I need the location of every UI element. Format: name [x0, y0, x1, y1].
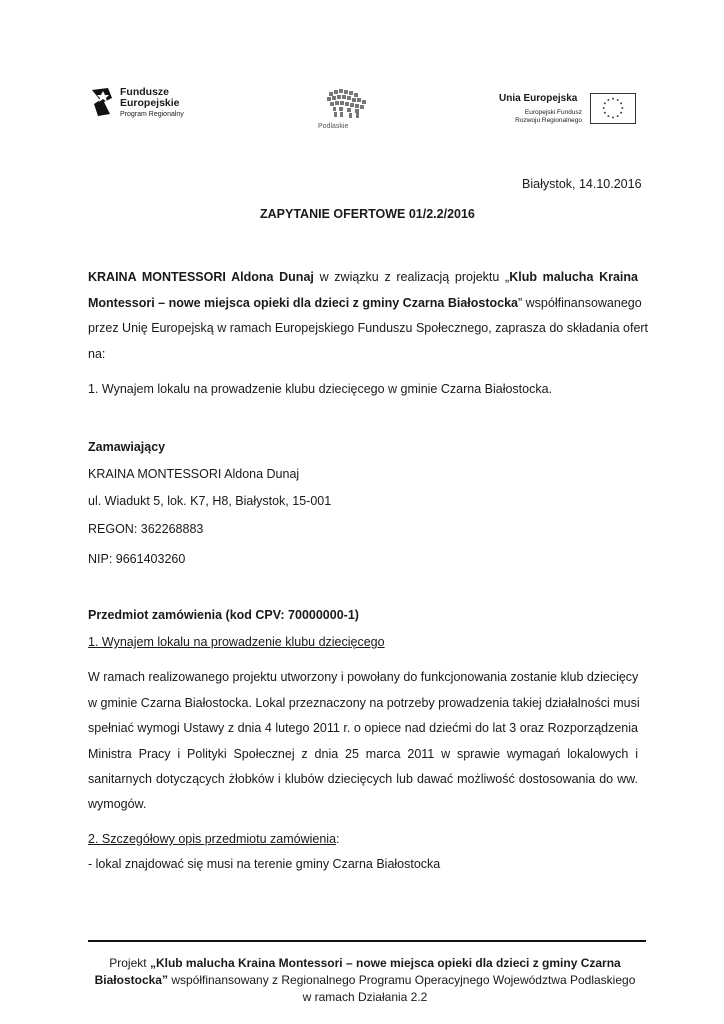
intro-line-2: [88, 296, 642, 310]
zamawiajacy-name: KRAINA MONTESSORI Aldona Dunaj: [88, 467, 300, 481]
item-1: 1. Wynajem lokalu na prowadzenie klubu dziecięcego w gminie Czarna Białostocka.: [88, 382, 553, 396]
footer-line-2: [80, 973, 650, 987]
przedmiot-paragraph-line-5: sanitarnych dotyczących żłobków i klubów dziecięcych lub dawać możliwość dostosowania do ww.: [88, 772, 638, 786]
przedmiot-paragraph-line-6: wymogów.: [88, 797, 147, 811]
bullet-1: - lokal znajdować się musi na terenie gminy Czarna Białostocka: [88, 857, 441, 871]
przedmiot-paragraph-line-4: Ministra Pracy i Polityki Społecznej z dnia 25 marca 2011 w sprawie wymagań lokalowych i: [88, 747, 638, 761]
przedmiot-paragraph-line-3: spełniać wymogi Ustawy z dnia 4 lutego 2011 r. o opiece nad dziećmi do lat 3 oraz Rozporządzenia: [88, 721, 638, 735]
intro-line-4: na:: [88, 347, 106, 361]
document-title: ZAPYTANIE OFERTOWE 01/2.2/2016: [260, 207, 475, 221]
fe-line2: Europejskie: [120, 97, 180, 109]
footer-text-2: współfinansowany z Regionalnego Programu Operacyjnego Województwa Podlaskiego: [167, 973, 636, 987]
footer-text-1: Projekt: [109, 956, 150, 970]
przedmiot-subheading-1: 1. Wynajem lokalu na prowadzenie klubu dziecięcego: [88, 635, 385, 649]
footer-project-part1: „Klub malucha Kraina Montessori – nowe miejsca opieki dla dzieci z gminy Czarna: [149, 956, 621, 970]
fundusze-europejskie-logo: [90, 84, 210, 124]
bison-icon: [325, 86, 369, 120]
footer-line-1: [80, 956, 650, 970]
document-date: Białystok, 14.10.2016: [522, 177, 642, 191]
zamawiajacy-regon: REGON: 362268883: [88, 522, 204, 536]
project-name-part1: Klub malucha Kraina: [509, 270, 638, 284]
fe-line1: Fundusze: [120, 86, 169, 98]
zamawiajacy-heading: Zamawiający: [88, 440, 166, 454]
przedmiot-paragraph-line-2: w gminie Czarna Białostocka. Lokal przeznaczony na potrzeby prowadzenia takiej działalności musi: [88, 696, 640, 710]
footer-line-3: w ramach Działania 2.2: [302, 990, 428, 1004]
unia-europejska-logo: [495, 93, 640, 133]
intro-text-2: ” współfinansowanego: [518, 296, 642, 310]
intro-line-3: przez Unię Europejską w ramach Europejskiego Funduszu Społecznego, zaprasza do składania ofert: [88, 321, 649, 335]
ue-fund-line2: Rozwoju Regionalnego: [515, 117, 582, 124]
intro-line-1: [88, 270, 638, 284]
fe-star-icon: [90, 86, 114, 118]
project-name-part2: Montessori – nowe miejsca opieki dla dzieci z gminy Czarna Białostocka: [88, 296, 518, 310]
footer-divider: [88, 940, 646, 942]
przedmiot-subheading-2: [88, 832, 340, 846]
eu-flag-icon: [590, 93, 636, 124]
przedmiot-paragraph-line-1: W ramach realizowanego projektu utworzony i powołany do funkcjonowania zostanie klub dziecięcy: [88, 670, 639, 684]
ue-fund-line1: Europejski Fundusz: [524, 109, 582, 116]
zamawiajacy-address: ul. Wiadukt 5, lok. K7, H8, Białystok, 15-001: [88, 494, 332, 508]
subheading-2-text: 2. Szczegółowy opis przedmiotu zamówienia: [88, 832, 337, 846]
fe-line3: Program Regionalny: [120, 111, 184, 118]
footer-project-part2: Białostocka”: [94, 973, 168, 987]
podlaskie-caption: Podlaskie: [318, 123, 349, 130]
podlaskie-logo: [315, 86, 377, 134]
intro-text-1: w związku z realizacją projektu „: [319, 270, 510, 284]
ue-name: Unia Europejska: [499, 93, 578, 104]
subheading-2-colon: :: [336, 832, 340, 846]
zamawiajacy-nip: NIP: 9661403260: [88, 552, 186, 566]
company-name: KRAINA MONTESSORI Aldona Dunaj: [88, 270, 314, 284]
przedmiot-heading: Przedmiot zamówienia (kod CPV: 70000000-1): [88, 608, 359, 622]
